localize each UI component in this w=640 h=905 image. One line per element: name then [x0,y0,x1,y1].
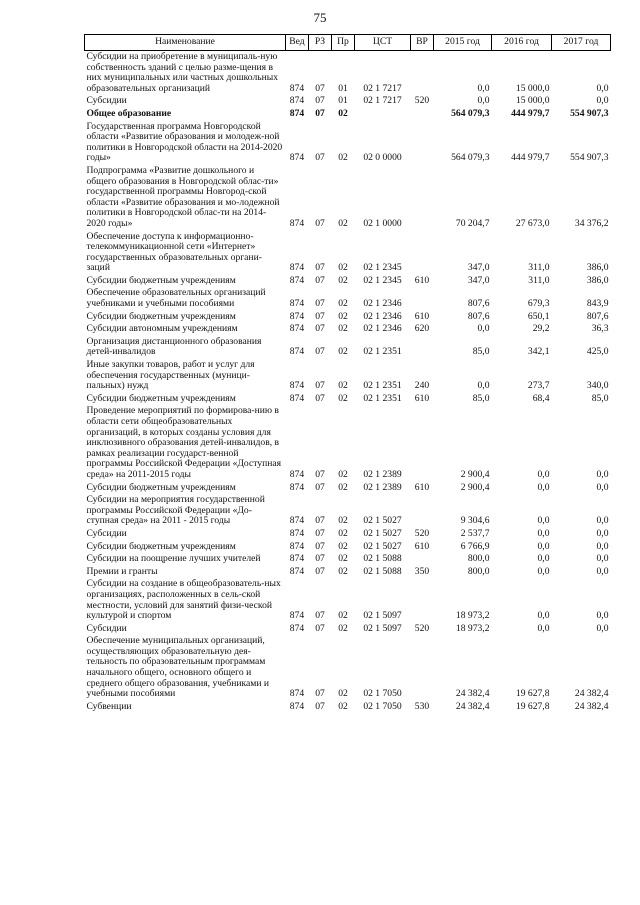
cell-2015: 564 079,3 [451,107,490,119]
cell-ved: 874 [289,95,305,107]
cell-cst: 02 1 2345 [363,274,402,286]
cell-2016: 444 979,7 [511,152,550,164]
cell-ved: 874 [289,217,305,229]
cell-2016: 650,1 [527,310,550,322]
cell-rz: 07 [315,82,325,94]
cell-pr: 02 [338,688,348,700]
cell-ved: 874 [289,468,305,480]
cell-rz: 07 [315,565,325,577]
cell-vr: 620 [414,323,430,335]
cell-2016: 29,2 [532,323,550,335]
table-row [85,287,611,310]
table-row [85,635,611,701]
cell-2015: 9 304,6 [460,515,490,527]
cell-vr: 520 [414,527,430,539]
cell-2015: 0,0 [477,323,490,335]
cell-vr: 610 [414,481,430,493]
cell-2017: 0,0 [596,95,609,107]
cell-ved: 874 [289,107,305,119]
cell-vr: 610 [414,274,430,286]
cell-rz: 07 [315,152,325,164]
cell-2017: 34 376,2 [574,217,609,229]
cell-cst: 02 1 2346 [363,323,402,335]
cell-ved: 874 [289,274,305,286]
cell-vr: 350 [414,565,430,577]
cell-2016: 0,0 [537,565,550,577]
cell-2015: 807,6 [467,310,490,322]
cell-2015: 800,0 [467,553,490,565]
cell-rz: 07 [315,274,325,286]
cell-rz: 07 [315,380,325,392]
cell-cst: 02 1 2389 [363,468,402,480]
cell-2017: 0,0 [596,540,609,552]
cell-name: Субсидии бюджетным учреждениям [86,310,236,322]
cell-name: Организация дистанционного образования детей-инвалидов [86,335,262,358]
cell-vr [411,578,434,622]
cell-rz: 07 [315,310,325,322]
cell-pr: 02 [338,481,348,493]
cell-pr: 02 [338,622,348,634]
cell-ved: 874 [289,392,305,404]
cell-name: Субсидии бюджетным учреждениям [86,392,236,404]
cell-name: Субсидии автономным учреждениям [86,323,238,335]
table-row [85,165,611,231]
table-row [85,311,611,324]
cell-2017: 0,0 [596,82,609,94]
cell-2016: 15 000,0 [515,82,550,94]
cell-vr [411,405,434,481]
cell-2017: 24 382,4 [574,688,609,700]
cell-pr: 02 [338,527,348,539]
table-row [85,393,611,406]
header-pr: Пр [332,35,355,51]
cell-cst: 02 1 2345 [363,262,402,274]
cell-2017: 0,0 [596,515,609,527]
table-row [85,275,611,288]
cell-rz: 07 [315,610,325,622]
table-row [85,553,611,566]
cell-vr: 520 [414,622,430,634]
cell-2015: 564 079,3 [451,152,490,164]
cell-vr: 610 [414,392,430,404]
cell-pr: 02 [338,468,348,480]
cell-rz: 07 [315,107,325,119]
cell-pr: 02 [338,274,348,286]
cell-2017: 554 907,3 [570,152,609,164]
cell-name: Обеспечение доступа к информационно-телекоммуникационной сети «Интернет» государственных образовательных органи-заций [86,230,262,274]
header-vr: ВР [411,35,434,51]
cell-2016: 0,0 [537,553,550,565]
cell-rz: 07 [315,700,325,712]
cell-pr: 02 [338,262,348,274]
cell-2017: 843,9 [586,298,609,310]
cell-2017: 0,0 [596,610,609,622]
table-row [85,231,611,275]
cell-vr [411,553,434,566]
table-row [85,108,611,121]
header-2017: 2017 год [552,35,611,51]
cell-cst: 02 1 5027 [363,540,402,552]
cell-vr: 610 [414,310,430,322]
table-row [85,482,611,495]
cell-2015: 0,0 [477,82,490,94]
cell-name: Обеспечение муниципальных организаций, осуществляющих образовательную дея-тельность по образовательным программам начального общего, основного общего и среднего общего образования, учебниками и учебными пособиями [86,635,270,700]
cell-2015: 18 973,2 [455,622,490,634]
cell-2015: 800,0 [467,565,490,577]
cell-ved: 874 [289,262,305,274]
cell-vr [411,108,434,121]
cell-pr: 02 [338,346,348,358]
table-row [85,578,611,622]
cell-name: Субсидии на поощрение лучших учителей [86,553,261,565]
cell-2016: 15 000,0 [515,95,550,107]
cell-2017: 425,0 [586,346,609,358]
cell-ved: 874 [289,515,305,527]
cell-pr: 02 [338,298,348,310]
cell-cst: 02 1 5097 [363,622,402,634]
page-number: 75 [313,10,327,25]
table-row [85,494,611,528]
cell-cst: 02 1 2346 [363,310,402,322]
cell-2016: 19 627,8 [515,700,550,712]
cell-2015: 85,0 [472,346,490,358]
cell-2016: 0,0 [537,622,550,634]
cell-rz: 07 [315,298,325,310]
cell-name: Проведение мероприятий по формирова-нию в области сети общеобразовательных организаций, в которых созданы условия для инклюзивного образования детей-инвалидов, в рамках реализации государст-венной программы Российской Федерации «Доступная среда» на 2011-2015 годы [86,405,282,480]
cell-pr: 02 [338,610,348,622]
cell-vr [411,165,434,231]
cell-2015: 2 900,4 [460,481,490,493]
cell-cst: 02 1 7217 [363,82,402,94]
cell-cst: 02 0 0000 [363,152,402,164]
cell-pr: 02 [338,540,348,552]
cell-name: Подпрограмма «Развитие дошкольного и общего образования в Новгородской облас-ти» государственной программы Новгород-ской области «Развитие образования и мо-лодежной политики в Новгородской облас-ти на 2014-2020 годы» [86,164,280,229]
cell-rz: 07 [315,527,325,539]
cell-vr: 530 [414,700,430,712]
cell-name: Иные закупки товаров, работ и услуг для обеспечения государственных (муници-пальных) нужд [86,359,255,392]
cell-2015: 347,0 [467,262,490,274]
cell-2016: 0,0 [537,540,550,552]
cell-vr [411,51,434,96]
cell-2017: 386,0 [586,274,609,286]
cell-name: Субсидии бюджетным учреждениям [86,481,236,493]
cell-pr: 02 [338,392,348,404]
cell-cst: 02 1 2346 [363,298,402,310]
header-cst: ЦСТ [355,35,411,51]
table-row [85,623,611,636]
cell-cst: 02 1 2351 [363,380,402,392]
cell-cst: 02 1 0000 [363,217,402,229]
cell-rz: 07 [315,323,325,335]
cell-2015: 70 204,7 [455,217,490,229]
cell-ved: 874 [289,380,305,392]
cell-2017: 340,0 [586,380,609,392]
cell-ved: 874 [289,622,305,634]
cell-2016: 19 627,8 [515,688,550,700]
cell-cst: 02 1 2351 [363,346,402,358]
cell-name: Субсидии на создание в общеобразователь-ных организациях, расположенных в сель-ской местности, условий для занятий физи-ческой культурой и спортом [86,578,281,622]
table-row [85,95,611,108]
cell-vr [411,121,434,165]
cell-vr [411,494,434,528]
cell-rz: 07 [315,540,325,552]
table-row [85,51,611,96]
cell-name: Субсидии бюджетным учреждениям [86,540,236,552]
cell-2017: 0,0 [596,481,609,493]
cell-ved: 874 [289,688,305,700]
cell-ved: 874 [289,152,305,164]
cell-rz: 07 [315,481,325,493]
cell-ved: 874 [289,310,305,322]
cell-cst: 02 1 2351 [363,392,402,404]
header-ved: Вед [286,35,309,51]
cell-pr: 02 [338,217,348,229]
cell-rz: 07 [315,688,325,700]
cell-2015: 0,0 [477,380,490,392]
cell-2017: 0,0 [596,527,609,539]
cell-rz: 07 [315,217,325,229]
cell-2015: 2 537,7 [460,527,490,539]
cell-ved: 874 [289,298,305,310]
cell-pr: 02 [338,107,348,119]
cell-2016: 0,0 [537,527,550,539]
cell-2016: 342,1 [527,346,550,358]
cell-ved: 874 [289,553,305,565]
cell-2015: 2 900,4 [460,468,490,480]
cell-pr: 02 [338,553,348,565]
cell-cst: 02 1 5027 [363,527,402,539]
cell-pr: 01 [338,82,348,94]
header-2016: 2016 год [492,35,552,51]
cell-ved: 874 [289,565,305,577]
cell-cst: 02 1 7217 [363,95,402,107]
cell-rz: 07 [315,515,325,527]
cell-2017: 807,6 [586,310,609,322]
header-2015: 2015 год [434,35,492,51]
cell-2017: 36,3 [591,323,609,335]
cell-name: Обеспечение образовательных организаций учебниками и учебными пособиями [86,287,266,310]
cell-2017: 386,0 [586,262,609,274]
cell-rz: 07 [315,346,325,358]
cell-vr [411,287,434,310]
table-header-row [85,35,611,51]
cell-pr: 02 [338,515,348,527]
cell-vr: 610 [414,540,430,552]
cell-2015: 6 766,9 [460,540,490,552]
cell-rz: 07 [315,622,325,634]
cell-2016: 0,0 [537,610,550,622]
cell-name: Субсидии [86,527,127,539]
cell-cst: 02 1 7050 [363,688,402,700]
cell-2015: 85,0 [472,392,490,404]
cell-ved: 874 [289,610,305,622]
cell-vr [411,231,434,275]
cell-2017: 0,0 [596,622,609,634]
cell-rz: 07 [315,553,325,565]
budget-table [84,34,611,713]
cell-2016: 444 979,7 [511,107,550,119]
cell-2015: 0,0 [477,95,490,107]
cell-2016: 273,7 [527,380,550,392]
cell-rz: 07 [315,468,325,480]
cell-2017: 85,0 [591,392,609,404]
cell-ved: 874 [289,323,305,335]
cell-cst: 02 1 5088 [363,553,402,565]
table-row [85,528,611,541]
cell-2017: 0,0 [596,553,609,565]
header-name: Наименование [85,35,286,51]
cell-vr: 240 [414,380,430,392]
cell-name: Общее образование [86,107,172,119]
cell-name: Субсидии бюджетным учреждениям [86,274,236,286]
cell-2016: 311,0 [528,274,550,286]
cell-cst: 02 1 5088 [363,565,402,577]
cell-cst [355,108,411,121]
cell-2015: 24 382,4 [455,700,490,712]
cell-2016: 0,0 [537,481,550,493]
cell-vr [411,635,434,701]
cell-name: Государственная программа Новгородской области «Развитие образования и молодеж-ной политики в Новгородской области на 2014-2020 годы» [86,120,283,164]
cell-name: Субсидии на мероприятия государственной программы Российской Федерации «До-ступная среда» на 2011 - 2015 годы [86,494,265,527]
cell-rz: 07 [315,392,325,404]
cell-ved: 874 [289,82,305,94]
cell-name: Субвенции [86,700,132,712]
cell-2016: 68,4 [532,392,550,404]
cell-2016: 0,0 [537,515,550,527]
cell-ved: 874 [289,481,305,493]
table-row [85,359,611,393]
cell-2016: 27 673,0 [515,217,550,229]
table-row [85,336,611,359]
cell-2016: 311,0 [528,262,550,274]
table-row [85,566,611,579]
table-body [85,51,611,714]
cell-ved: 874 [289,346,305,358]
table-row [85,701,611,714]
cell-pr: 02 [338,380,348,392]
cell-pr: 01 [338,95,348,107]
cell-pr: 02 [338,565,348,577]
cell-2016: 679,3 [527,298,550,310]
cell-cst: 02 1 2389 [363,481,402,493]
table-row [85,541,611,554]
cell-name: Субсидии [86,622,127,634]
cell-2017: 24 382,4 [574,700,609,712]
cell-2017: 0,0 [596,565,609,577]
table-row [85,323,611,336]
header-rz: РЗ [309,35,332,51]
cell-vr [411,336,434,359]
cell-name: Субсидии [86,95,127,107]
cell-pr: 02 [338,700,348,712]
cell-ved: 874 [289,540,305,552]
cell-ved: 874 [289,700,305,712]
table-row [85,121,611,165]
cell-2015: 18 973,2 [455,610,490,622]
cell-pr: 02 [338,323,348,335]
cell-ved: 874 [289,527,305,539]
cell-rz: 07 [315,262,325,274]
cell-pr: 02 [338,152,348,164]
cell-2015: 807,6 [467,298,490,310]
cell-2015: 347,0 [467,274,490,286]
cell-name: Премии и гранты [86,565,158,577]
cell-vr: 520 [414,95,430,107]
cell-cst: 02 1 5097 [363,610,402,622]
cell-name: Субсидии на приобретение в муниципаль-ную собственность зданий с целью разме-щения в них муниципальных или частных дошкольных образовательных организаций [86,51,278,94]
cell-pr: 02 [338,310,348,322]
cell-2015: 24 382,4 [455,688,490,700]
cell-cst: 02 1 7050 [363,700,402,712]
cell-2017: 554 907,3 [570,107,609,119]
cell-2016: 0,0 [537,468,550,480]
table-row [85,405,611,481]
cell-cst: 02 1 5027 [363,515,402,527]
cell-rz: 07 [315,95,325,107]
cell-2017: 0,0 [596,468,609,480]
